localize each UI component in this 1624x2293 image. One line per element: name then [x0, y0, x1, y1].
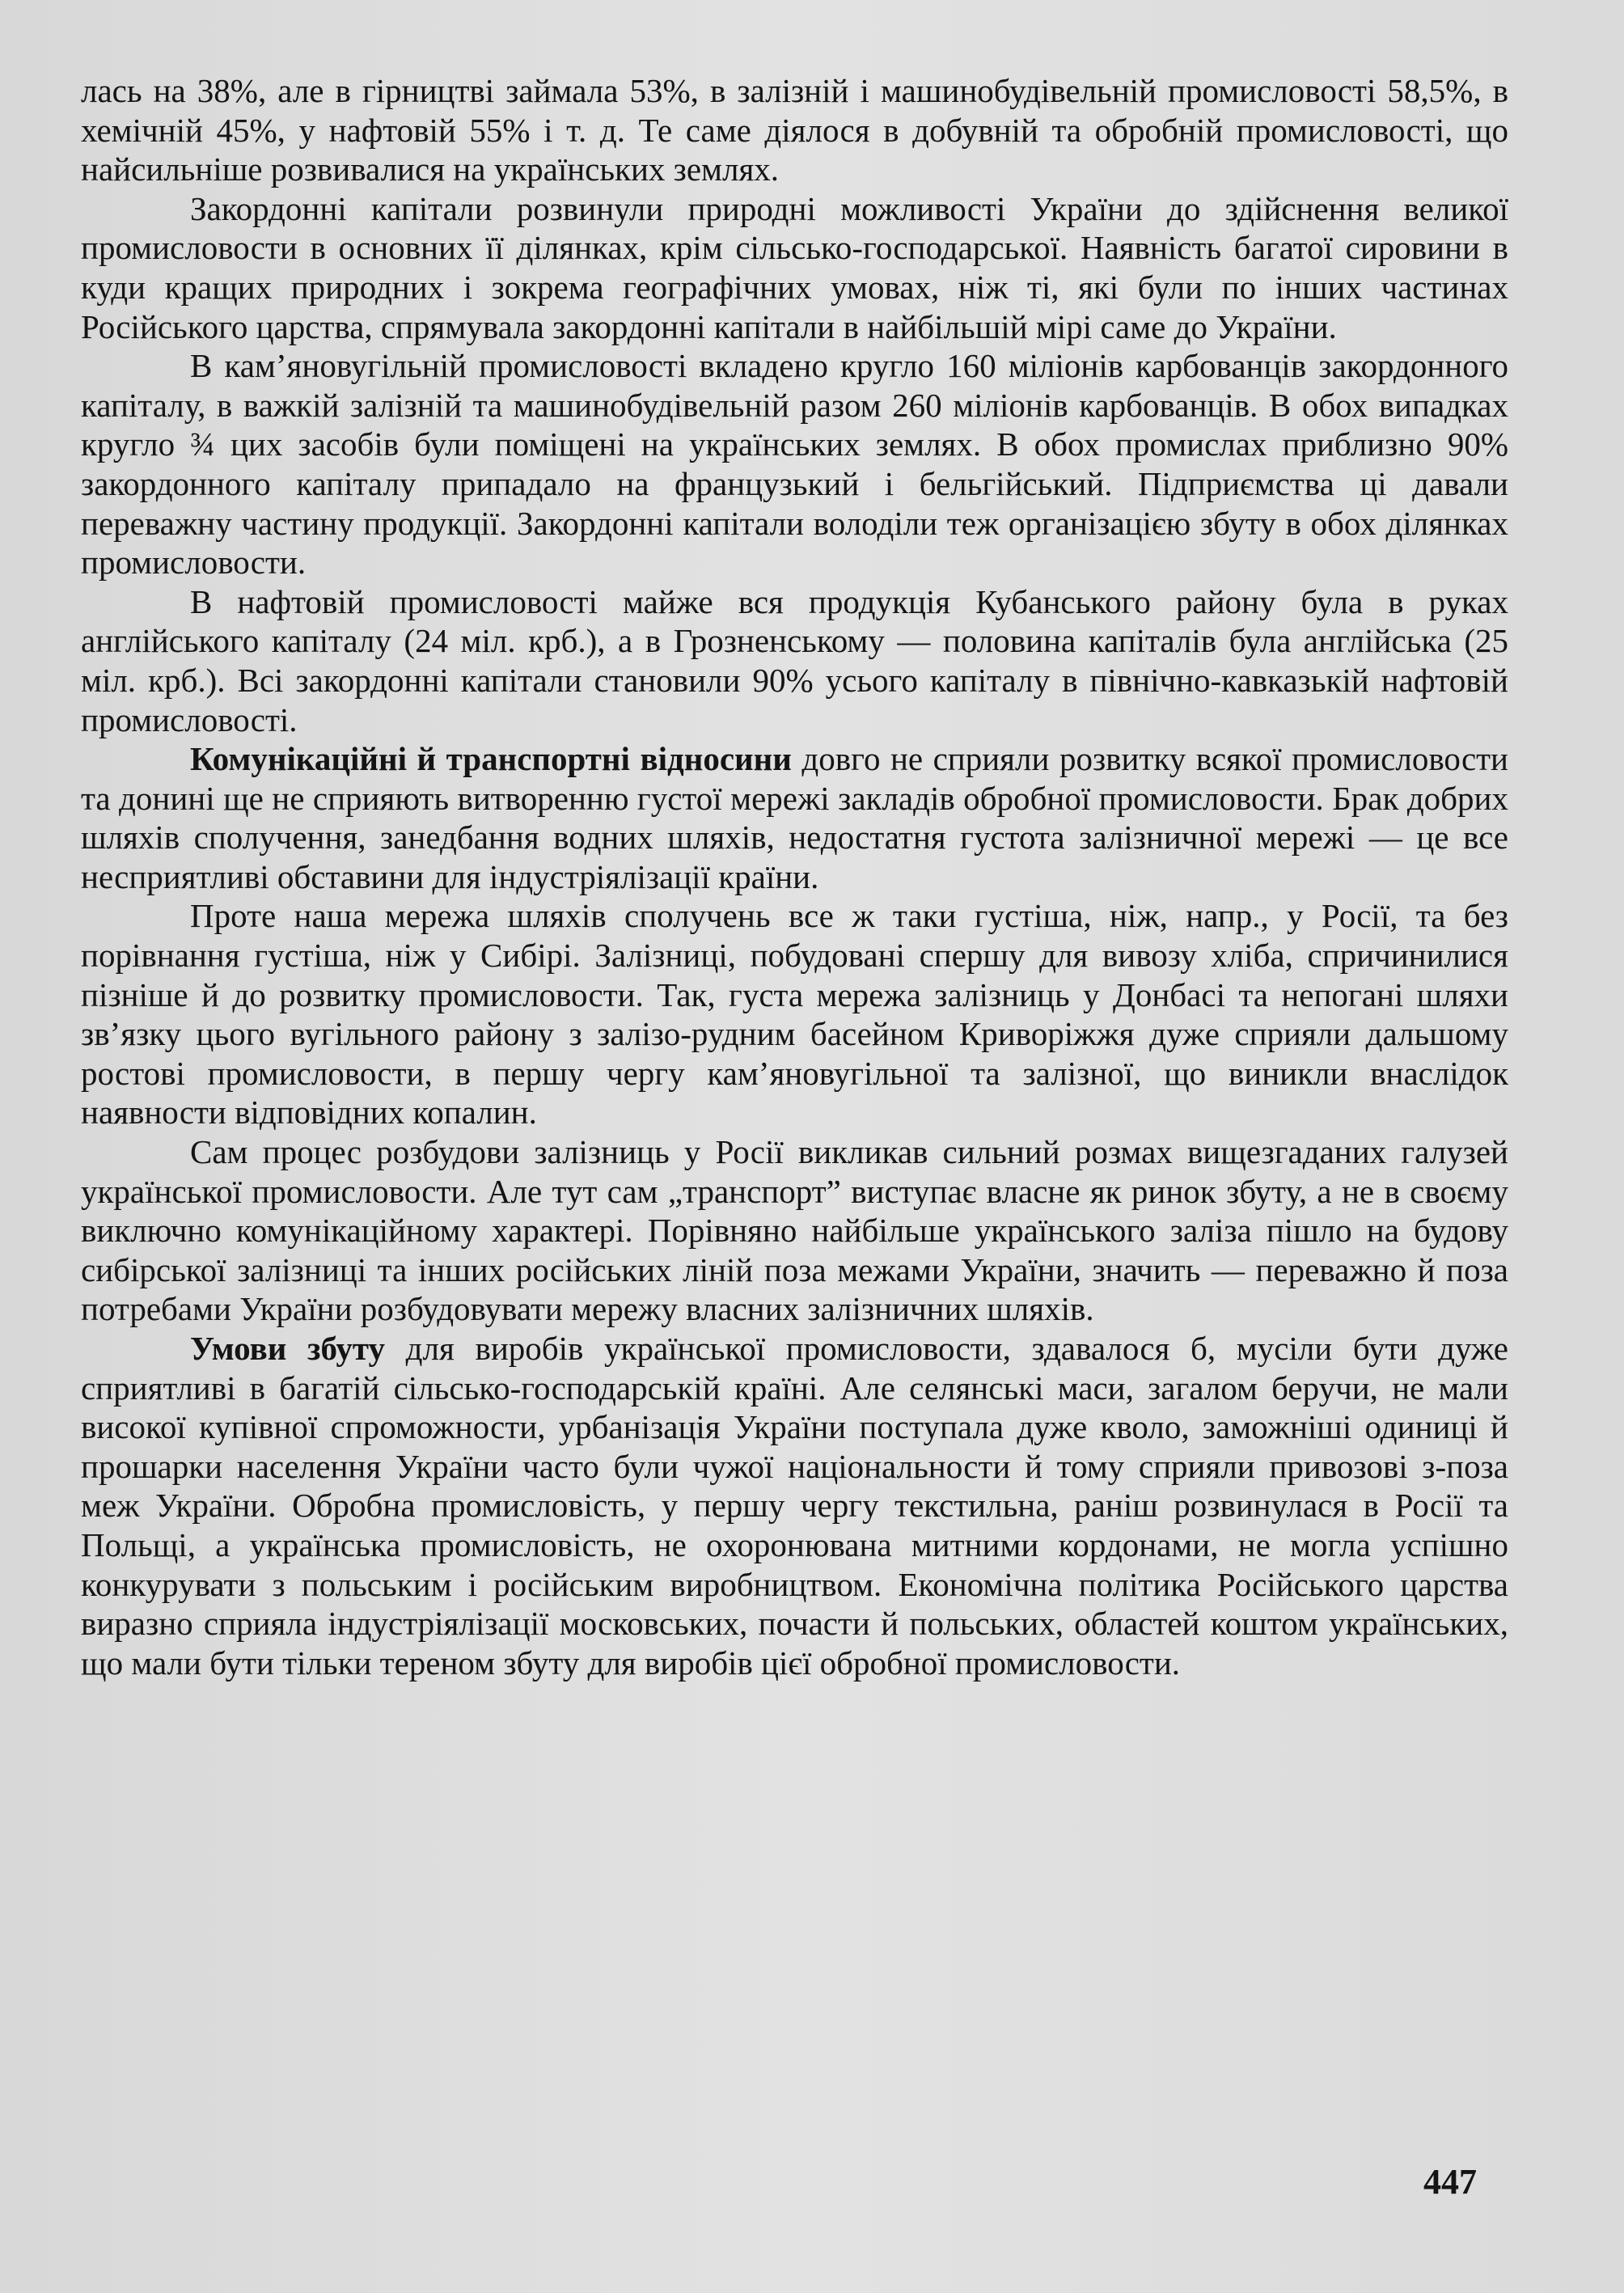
- paragraph-1-text: лась на 38%, але в гірництві займала 53%, в залізній і машинобудівельній промисловості 58,5%, в хемічній 45%, у нафтовій 55% і т. д. Те саме діялося в добувній та обробній промисловості, що найсильніше розвивалися на українських землях.: [81, 72, 1508, 188]
- paragraph-5-heading: Комунікаційні й транспортні відносини: [190, 740, 792, 778]
- paragraph-6-text: Проте наша мережа шляхів сполучень все ж таки густіша, ніж, напр., у Росії, та без порівнання густіша, ніж у Сибірі. Залізниці, побудовані спершу для вивозу хліба, спричинилися пізніше й до розвитку промисловости. Так, густа мережа залізниць у Донбасі та непогані шляхи зв’язку цього вугільного району з залізо-рудним басейном Криворіжжя дуже сприяли дальшому ростові промисловости, в першу чергу кам’яновугільної та залізної, що виникли внаслідок наявности відповідних копалин.: [81, 897, 1508, 1132]
- page-number: 447: [1423, 2162, 1477, 2202]
- paragraph-2-text: Закордонні капітали розвинули природні можливості України до здійснення великої промисловости в основних її ділянках, крім сільсько-господарської. Наявність багатої сировини в куди кращих природних і зокрема географічних умовах, ніж ті, які були по інших частинах Російського царства, спрямувала закордонні капітали в найбільшій мірі саме до України.: [81, 189, 1508, 345]
- paragraph-4-text: В нафтовій промисловості майже вся продукція Кубанського району була в руках англійського капіталу (24 міл. крб.), а в Грозненському — половина капіталів була англійська (25 міл. крб.). Всі закордонні капітали становили 90% усього капіталу в північно-кавказькій нафтовій промисловості.: [81, 582, 1508, 738]
- paragraph-7-text: Сам процес розбудови залізниць у Росії викликав сильний розмах вищезгаданих галузей української промисловости. Але тут сам „транспорт” виступає власне як ринок збуту, а не в своєму виключно комунікаційному характері. Порівняно найбільше українського заліза пішло на будову сибірської залізниці та інших російських ліній поза межами України, значить — переважно й поза потребами України розбудовувати мережу власних залізничних шляхів.: [81, 1133, 1508, 1328]
- paragraph-8: [81, 1329, 1508, 1682]
- paragraph-2: [81, 189, 1508, 346]
- paragraph-8-text: для виробів української промисловости, здавалося б, мусіли бути дуже сприятливі в багатій сільсько-господарській країні. Але селянські маси, загалом беручи, не мали високої купівної спроможности, урбанізація України поступала дуже кволо, заможніші одиниці й прошарки населення України часто були чужої національности й тому сприяли привозові з-поза меж України. Обробна промисловість, у першу чергу текстильна, раніш розвинулася в Росії та Польщі, а українська промисловість, не охоронювана митними кордонами, не могла успішно конкурувати з польським і російським виробництвом. Економічна політика Російського царства виразно сприяла індустріялізації московських, почасти й польських, областей коштом українських, що мали бути тільки тереном збуту для виробів цієї обробної промисловости.: [81, 1330, 1508, 1682]
- paragraph-3: [81, 346, 1508, 582]
- paragraph-5-text: довго не сприяли розвитку всякої промисловости та донині ще не сприяють витворенню густої мережі закладів обробної промисловости. Брак добрих шляхів сполучення, занедбання водних шляхів, недостатня густота залізничної мережі — це все несприятливі обставини для індустріялізації країни.: [81, 740, 1508, 895]
- paragraph-6: [81, 896, 1508, 1132]
- paragraph-1: [81, 71, 1508, 189]
- paragraph-4: [81, 582, 1508, 739]
- body-text: [81, 71, 1508, 1682]
- paragraph-8-heading: Умови збуту: [190, 1330, 386, 1367]
- paragraph-7: [81, 1132, 1508, 1329]
- paragraph-5: [81, 739, 1508, 896]
- paragraph-3-text: В кам’яновугільній промисловості вкладено кругло 160 міліонів карбованців закордонного капіталу, в важкій залізній та машинобудівельній разом 260 міліонів карбованців. В обох випадках кругло ¾ цих засобів були поміщені на українських землях. В обох промислах приблизно 90% закордонного капіталу припадало на французький і бельгійський. Підприємства ці давали переважну частину продукції. Закордонні капітали володіли теж організацією збуту в обох ділянках промисловости.: [81, 347, 1508, 582]
